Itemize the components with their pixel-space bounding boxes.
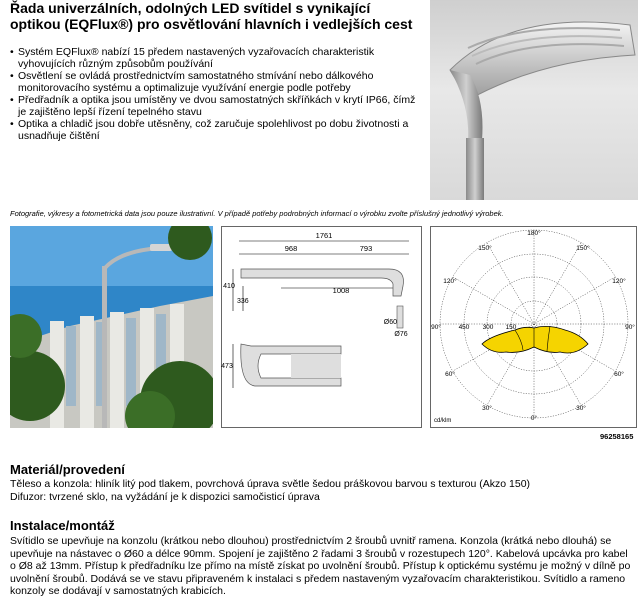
install-text: Svítidlo se upevňuje na konzolu (krátkou nebo dlouhou) prostřednictvím 2 šroubů uvnitř ramena. Konzola (krátká nebo dlouhá) se upevňuje na nástavec o Ø60 a délce 90mm. Spojení je zajištěno 2 řadami 3 šroubů v rozestupech 120°. Kabelová upcávka pro kabel o Ø8 až 13mm. Přístup k předřadníku lze přímo na místě získat po uvolnění šroubů. Přístup k optickému systému je možný v dílně po uvolnění šroubů. Dodává se ve stavu připraveném k instalaci s předem nastaveným vyzařovacím charakteristikou. Svítidlo a rameno konzoly se dodávají v samostatných krabicích. [10,535,631,597]
feature-item: • Systém EQFlux® nabízí 15 předem nastavených vyzařovacích charakteristik vyhovujících různým způsobům používání [10,46,425,70]
angle-label: 90° [431,324,441,331]
angle-label: 120° [612,278,626,285]
disclaimer-note: Fotografie, výkresy a fotometrická data jsou pouze ilustrativní. V případě potřeby podrobných informací o výrobku zvolte příslušný jednotlivý výrobek. [10,209,504,218]
luminaire-photo [430,0,638,200]
dim-diameter-60: Ø60 [383,319,397,326]
angle-label: 0° [530,415,538,422]
dim-length-b: 793 [359,244,373,253]
dim-total-length: 1761 [315,231,333,240]
angle-label: 30° [576,405,586,412]
angle-label: 60° [445,371,455,378]
dim-height-b: 336 [237,298,249,305]
radial-label: 450 [458,324,470,331]
page-title: Řada univerzálních, odolných LED svítidel s vynikající optikou (EQFlux®) pro osvětlování hlavních i vedlejších cest [10,0,413,32]
material-line: Difuzor: tvrzené sklo, na vyžádání je k dispozici samočisticí úprava [10,491,320,503]
material-line: Těleso a konzola: hliník litý pod tlakem, povrchová úprava světle šedou práškovou barvou s texturou (Akzo 150) [10,478,531,490]
unit-label: cd/klm [434,418,452,424]
material-heading: Materiál/provedení [10,462,125,477]
angle-label: 180° [527,230,541,237]
angle-label: 120° [443,278,457,285]
angle-label: 30° [482,405,492,412]
dim-height-a: 410 [223,283,235,290]
installation-photo [10,226,213,428]
dim-width: 473 [221,363,233,370]
install-heading: Instalace/montáž [10,518,115,533]
feature-list [10,46,425,142]
dim-length-a: 968 [284,244,298,253]
polar-diagram [430,226,637,428]
angle-label: 150° [478,245,492,252]
angle-label: 60° [614,371,624,378]
radial-label: 300 [482,324,494,331]
dim-diameter-76: Ø76 [394,331,408,338]
feature-item: • Osvětlení se ovládá prostřednictvím samostatného stmívání nebo dálkového monitorovacího systému a optimalizuje využívání energie podle potřeby [10,70,425,94]
angle-label: 150° [576,245,590,252]
dimension-drawing [221,226,422,428]
angle-label: 90° [625,324,635,331]
feature-item: • Předřadník a optika jsou umístěny ve dvou samostatných skříňkách v krytí IP66, čímž je zajištěno lepší řízení tepelného stavu [10,94,425,118]
figure-code: 96258165 [600,432,634,441]
radial-label: 150 [505,324,517,331]
dim-arm-length: 1008 [332,286,350,295]
feature-item: • Optika a chladič jsou dobře utěsněny, což zaručuje spolehlivost po dobu životnosti a usnadňuje čištění [10,118,425,142]
